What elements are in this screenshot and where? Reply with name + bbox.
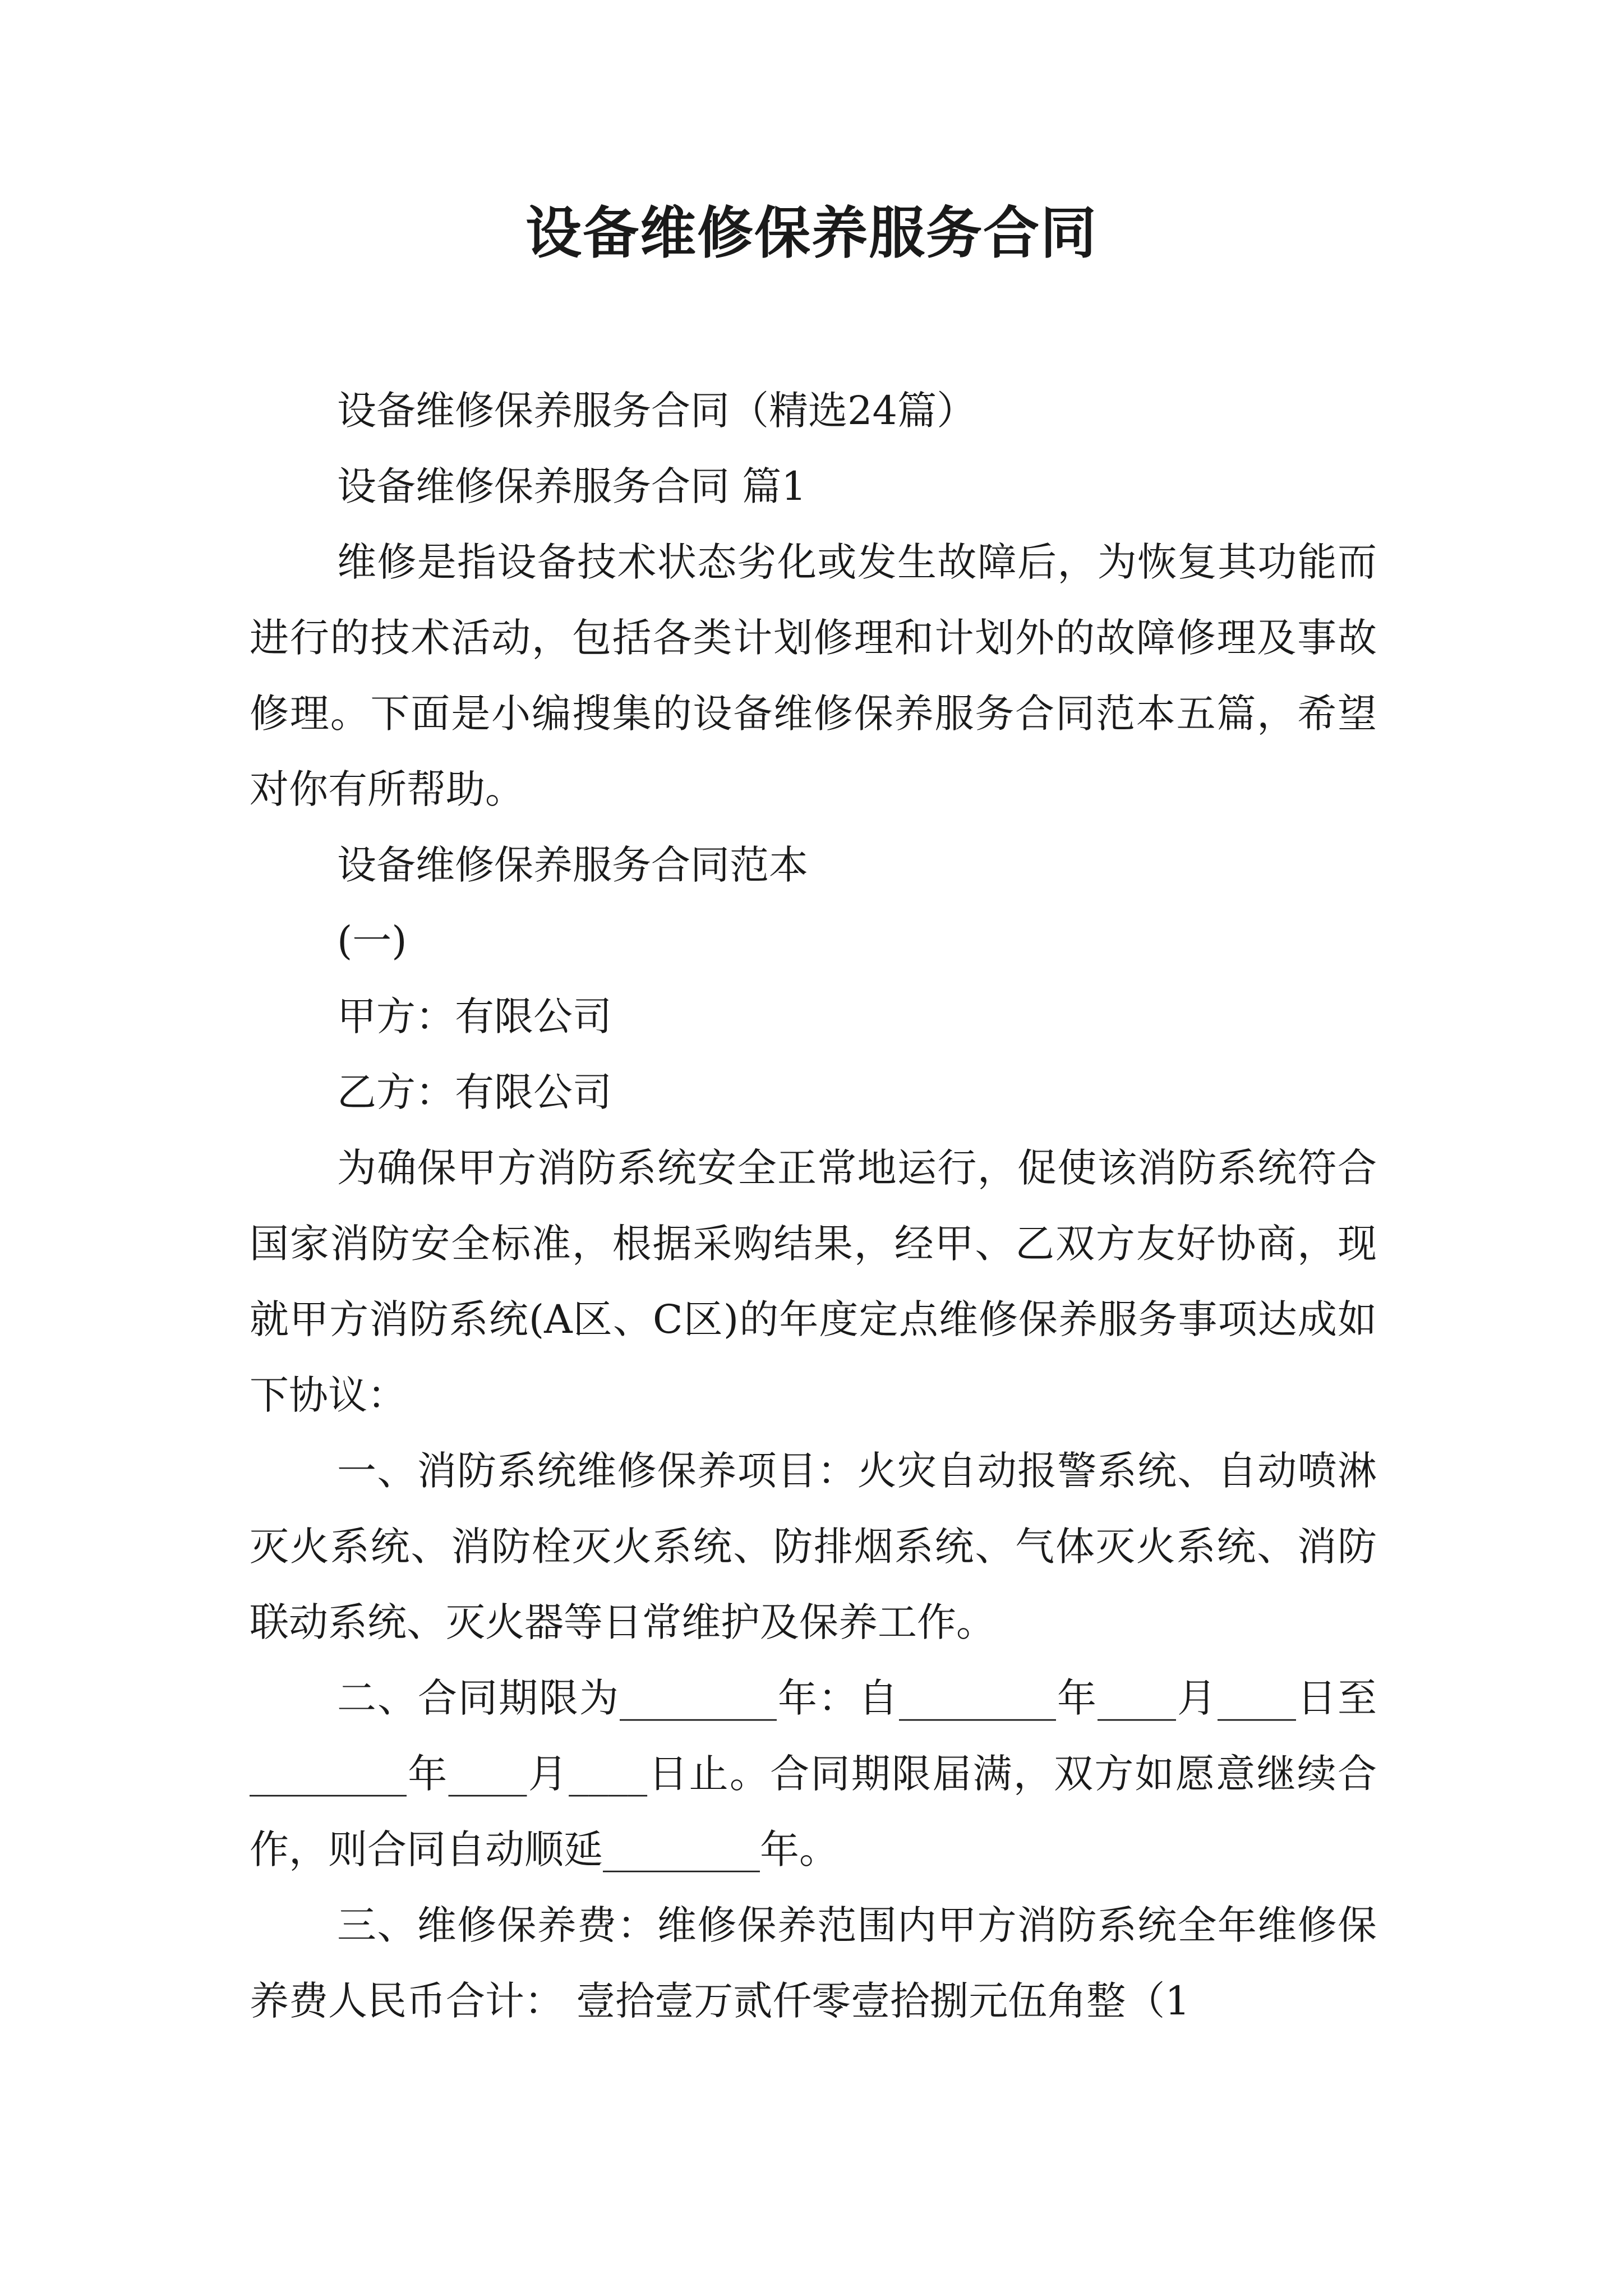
paragraph-collection-heading: 设备维修保养服务合同（精选24篇） bbox=[337, 388, 976, 434]
document-body bbox=[250, 373, 1377, 2039]
paragraph-clause-1: 一、消防系统维修保养项目：火灾自动报警系统、自动喷淋灭火系统、消防栓灭火系统、防排烟系统、气体灭火系统、消防联动系统、灭火器等日常维护及保养工作。 bbox=[250, 1448, 1377, 1645]
paragraph-preamble: 为确保甲方消防系统安全正常地运行，促使该消防系统符合国家消防安全标准，根据采购结果，经甲、乙双方友好协商，现就甲方消防系统(A区、C区)的年度定点维修保养服务事项达成如下协议： bbox=[250, 1145, 1377, 1418]
paragraph-party-a: 甲方：有限公司 bbox=[337, 993, 612, 1039]
paragraph-section-number: (一) bbox=[337, 918, 407, 964]
paragraph-clause-3: 三、维修保养费：维修保养范围内甲方消防系统全年维修保养费人民币合计： 壹拾壹万贰仟零壹拾捌元伍角整（1 bbox=[250, 1902, 1377, 2024]
paragraph-intro: 维修是指设备技术状态劣化或发生故障后，为恢复其功能而进行的技术活动，包括各类计划修理和计划外的故障修理及事故修理。下面是小编搜集的设备维修保养服务合同范本五篇，希望对你有所帮助。 bbox=[250, 539, 1377, 812]
paragraph-clause-2: 二、合同期限为________年：自________年____月____日至________年____月____日止。合同期限届满，双方如愿意继续合作，则合同自动顺延________年。 bbox=[250, 1675, 1377, 1872]
document-title: 设备维修保养服务合同 bbox=[525, 200, 1098, 266]
paragraph-party-b: 乙方：有限公司 bbox=[337, 1069, 612, 1115]
paragraph-chapter-heading: 设备维修保养服务合同 篇1 bbox=[337, 463, 806, 509]
paragraph-template-heading: 设备维修保养服务合同范本 bbox=[337, 842, 808, 888]
